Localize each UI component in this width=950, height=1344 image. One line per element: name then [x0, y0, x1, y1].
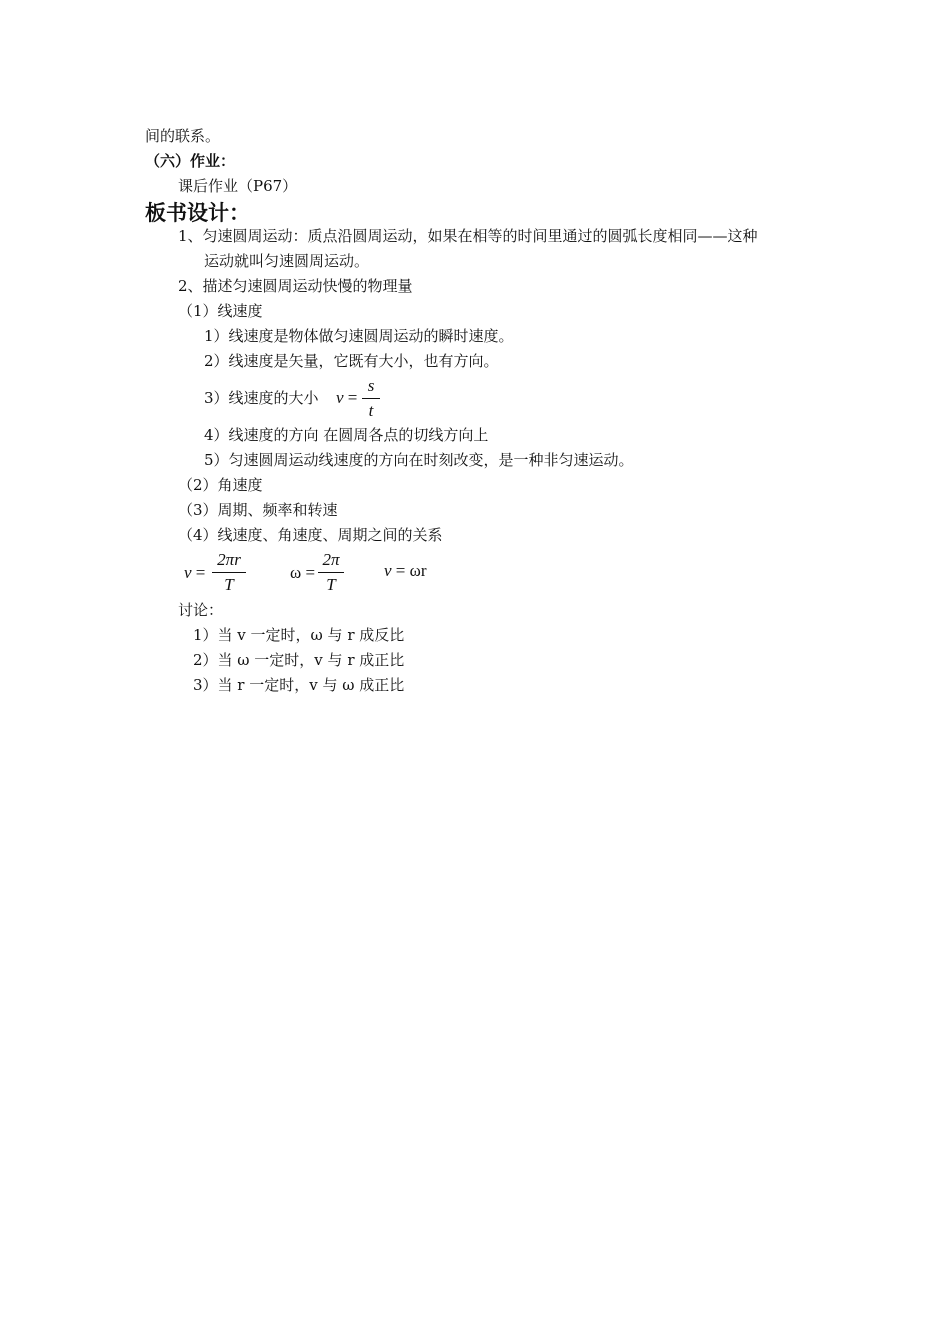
var-omega: ω	[290, 563, 302, 582]
denominator-T: T	[224, 575, 234, 594]
item2: 2、描述匀速圆周运动快慢的物理量	[178, 277, 413, 295]
point3: 3）线速度的大小	[204, 389, 319, 407]
formula1-lhs	[184, 563, 205, 583]
formula-v-lhs	[336, 388, 357, 408]
var-v: v	[336, 388, 344, 407]
point5: 5）匀速圆周运动线速度的方向在时刻改变，是一种非匀速运动。	[204, 451, 634, 469]
numerator-2pi: 2π	[322, 550, 340, 569]
formula2-fraction	[318, 550, 344, 595]
var-v: v	[184, 563, 192, 582]
formula3	[384, 561, 427, 581]
numerator-s: s	[367, 376, 375, 395]
equals-sign: =	[347, 388, 358, 407]
equals-sign: =	[395, 561, 406, 580]
point1: 1）线速度是物体做匀速圆周运动的瞬时速度。	[204, 327, 514, 345]
formula1-fraction	[212, 550, 246, 595]
sub1-linear-velocity: （1）线速度	[178, 302, 263, 320]
discussion-3: 3）当 r 一定时，v 与 ω 成正比	[193, 676, 405, 694]
homework-heading: （六）作业：	[145, 152, 236, 170]
fraction-bar	[318, 572, 344, 573]
sub2-angular-velocity: （2）角速度	[178, 476, 263, 494]
formula-s-over-t	[362, 376, 380, 421]
denominator-T: T	[326, 575, 336, 594]
item1-line1: 1、匀速圆周运动：质点沿圆周运动，如果在相等的时间里通过的圆弧长度相同——这种	[178, 227, 758, 245]
equals-sign: =	[195, 563, 206, 582]
fraction-bar	[362, 398, 380, 399]
fraction-bar	[212, 572, 246, 573]
sub4-relation: （4）线速度、角速度、周期之间的关系	[178, 526, 443, 544]
point4: 4）线速度的方向 在圆周各点的切线方向上	[204, 426, 489, 444]
item1-line2: 运动就叫匀速圆周运动。	[204, 252, 370, 270]
discussion-2: 2）当 ω 一定时，v 与 r 成正比	[193, 651, 405, 669]
numerator-2pir: 2πr	[217, 550, 241, 569]
equals-sign: =	[305, 563, 316, 582]
point2: 2）线速度是矢量，它既有大小，也有方向。	[204, 352, 499, 370]
board-design-heading: 板书设计：	[145, 201, 250, 225]
discussion-heading: 讨论：	[178, 601, 224, 619]
discussion-1: 1）当 v 一定时，ω 与 r 成反比	[193, 626, 405, 644]
homework-text: 课后作业（P67）	[178, 177, 298, 195]
text-line-prev: 间的联系。	[145, 127, 221, 145]
formula2-lhs	[290, 563, 315, 583]
denominator-t: t	[368, 401, 374, 420]
var-v: v	[384, 561, 392, 580]
sub3-period: （3）周期、频率和转速	[178, 501, 338, 519]
omega-r: ωr	[409, 561, 427, 580]
